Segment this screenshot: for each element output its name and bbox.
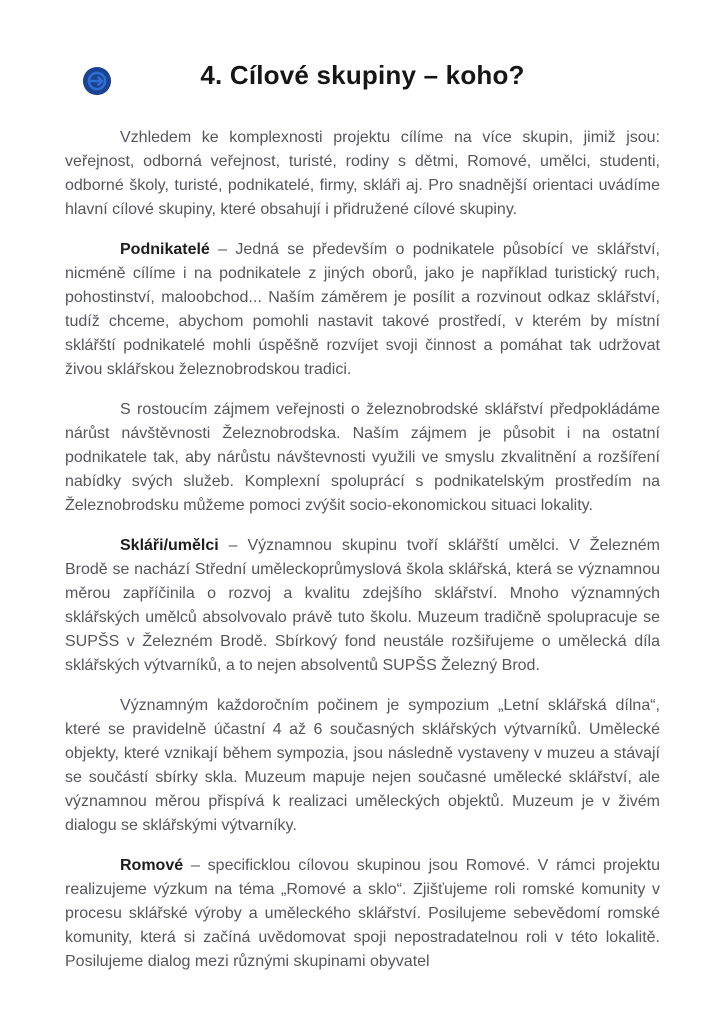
paragraph-sklari-umelci — [65, 534, 660, 678]
paragraph-lead: Romové — [120, 857, 184, 874]
paragraph-podnikatele — [65, 238, 660, 382]
paragraph-romove — [65, 854, 660, 974]
paragraph-lead: Podnikatelé — [120, 241, 210, 258]
paragraph-text: Vzhledem ke komplexnosti projektu cílíme na více skupin, jimiž jsou: veřejnost, odborná veřejnost, turisté, rodiny s dětmi, Romové, umělci, studenti, odborné školy, turisté, podnikatelé, firmy, skláři aj. Pro snadnější orientaci uvádíme hlavní cílové skupiny, které obsahují i přidružené cílové skupiny. — [65, 129, 660, 218]
document-body — [65, 126, 660, 990]
page-title: 4. Cílové skupiny – koho? — [200, 60, 525, 90]
paragraph-text: S rostoucím zájmem veřejnosti o železnobrodské sklářství předpokládáme nárůst návštěvnosti Železnobrodska. Naším zájmem je působit i na ostatní podnikatele tak, aby nárůstu návštevnosti využili ve smyslu zkvalitnění a rozšíření nabídky svých služeb. Komplexní spoluprácí s podnikatelským prostředím na Železnobrodsku můžeme pomoci zvýšit socio-ekonomickou situaci lokality. — [65, 401, 660, 514]
paragraph-navstevnost — [65, 398, 660, 518]
paragraph-sympozium — [65, 694, 660, 838]
paragraph-text: Významným každoročním počinem je sympozium „Letní sklářská dílna“, které se pravidelně účastní 4 až 6 současných sklářských výtvarníků. Umělecké objekty, které vznikají během sympozia, jsou následně vystaveny v muzeu a stávají se součástí sbírky skla. Muzeum mapuje nejen současné umělecké sklářství, ale významnou měrou přispívá k realizaci uměleckých objektů. Muzeum je v živém dialogu se sklářskými výtvarníky. — [65, 697, 660, 834]
paragraph-intro — [65, 126, 660, 222]
paragraph-text: – specificklou cílovou skupinou jsou Romové. V rámci projektu realizujeme výzkum na téma „Romové a sklo“. Zjišťujeme roli romské komunity v procesu sklářské výroby a uměleckého sklářství. Posilujeme sebevědomí romské komunity, která si začíná uvědomovat spoji nepostradatelnou roli v této lokalitě. Posilujeme dialog mezi různými skupinami obyvatel — [65, 857, 660, 970]
paragraph-text: – Jedná se především o podnikatele působící ve sklářství, nicméně cílíme i na podnikatele z jiných oborů, jako je například turistický ruch, pohostinství, maloobchod... Naším záměrem je posílit a rozvinout odkaz sklářství, tudíž chceme, abychom pomohli nastavit takové prostředí, v kterém by místní sklářští podnikatelé mohli úspěšně rozvíjet svoji činnost a pomáhat tak udržovat živou sklářskou železnobrodskou tradici. — [65, 241, 660, 378]
paragraph-text: – Významnou skupinu tvoří sklářští umělci. V Železném Brodě se nachází Střední uměleckoprůmyslová škola sklářská, která se významnou měrou zapříčinila o rozvoj a kvalitu zdejšího sklářství. Mnoho významných sklářských umělců absolvovalo právě tuto školu. Muzeum tradičně spolupracuje se SUPŠS v Železném Brodě. Sbírkový fond neustále rozšiřujeme o umělecká díla sklářských výtvarníků, a to nejen absolventů SUPŠS Železný Brod. — [65, 537, 660, 674]
paragraph-lead: Skláři/umělci — [120, 537, 219, 554]
